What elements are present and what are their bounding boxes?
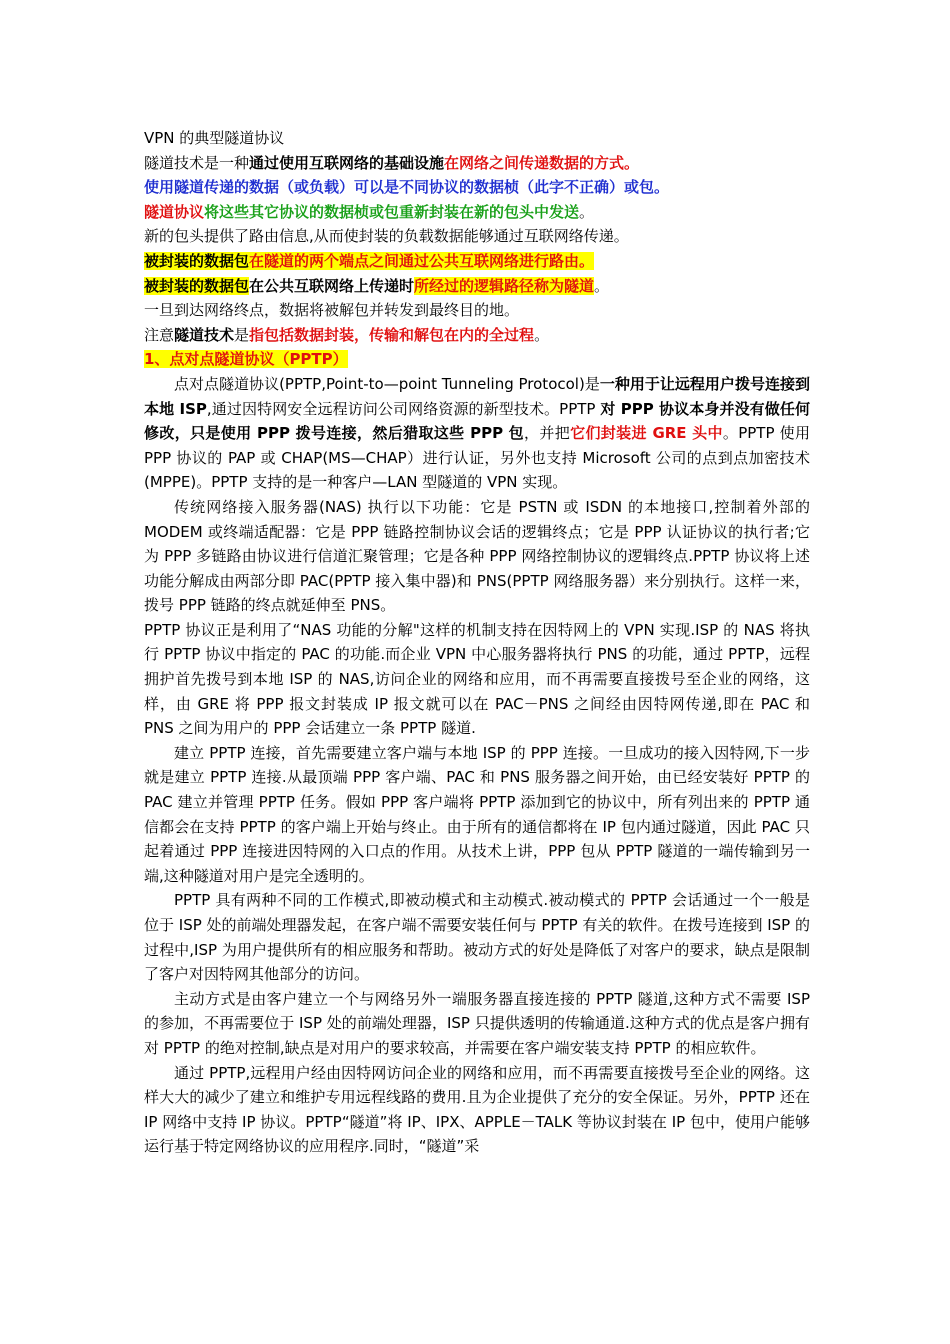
highlighted-segment: 被封装的数据包 <box>144 251 250 270</box>
paragraph-nas-decomposition: PPTP 协议正是利用了“NAS 功能的分解"这样的机制支持在因特网上的 VPN 实现.ISP 的 NAS 将执行 PPTP 协议中指定的 PAC 的功能.而企业 VPN 中心服务器将执行 PNS 的功能，通过 PPTP，远程拥护首先拨号到本地 ISP 的 NAS,访问企业的网络和应用，而不再需要直接拨号至企业的网络，这样，由 GRE 将 PPP 报文封装成 IP 报文就可以在 PAC－PNS 之间经由因特网传递,即在 PAC 和 PNS 之间为用户的 PPP 会话建立一条 PPTP 隧道. <box>144 620 810 738</box>
text-segment: 点对点隧道协议(PPTP,Point-to—point Tunneling Protocol)是 <box>174 374 600 393</box>
document-page <box>144 126 810 1159</box>
text-segment: 隧道技术是一种 <box>144 153 250 172</box>
highlighted-segment: 被封装的数据包 <box>144 276 250 295</box>
highlighted-segment-red: 所经过的逻辑路径称为隧道 <box>414 276 595 295</box>
text-segment: ，并把 <box>524 424 571 443</box>
text-segment: 注意 <box>144 325 175 344</box>
text-segment: 。 <box>594 276 610 295</box>
text-segment-bold: 在公共互联网络上传递时 <box>249 276 415 295</box>
intro-line-1 <box>144 151 810 176</box>
text-segment-bold: 隧道技术 <box>174 325 235 344</box>
section-heading-text: 1、点对点隧道协议（PPTP） <box>144 350 348 369</box>
text-segment: ,通过因特网安全远程访问公司网络资源的新型技术。PPTP <box>206 399 601 418</box>
paragraph-work-modes: PPTP 具有两种不同的工作模式,即被动模式和主动模式.被动模式的 PPTP 会话通过一个一般是位于 ISP 处的前端处理器发起，在客户端不需要安装任何与 PPTP 有关的软件。在拨号连接到 ISP 的过程中,ISP 为用户提供所有的相应服务和帮助。被动方式的好处是降低了对客户的要求，缺点是限制了客户对因特网其他部分的访问。 <box>144 891 810 984</box>
intro-line-5 <box>144 249 810 274</box>
intro-line-6 <box>144 274 810 299</box>
text-segment-green: 将这些其它协议的数据桢或包重新封装在新的包头中发送 <box>204 202 580 221</box>
text-segment-red: 指包括数据封装，传输和解包在内的全过程 <box>249 325 535 344</box>
text-segment: 是 <box>234 325 250 344</box>
intro-line-3 <box>144 200 810 225</box>
intro-line-7: 一旦到达网络终点，数据将被解包并转发到最终目的地。 <box>144 301 520 320</box>
text-segment-bold: 通过使用互联网络的基础设施 <box>249 153 445 172</box>
text-segment-bold: 一种用于让远程用户拨号连接到本地 ISP <box>144 374 810 418</box>
text-segment: 。PPTP 使用 PPP 协议的 PAP 或 CHAP(MS—CHAP）进行认证，另外也支持 Microsoft 公司的点到点加密技术(MPPE)。PPTP 支持的是一种客户—LAN 型隧道的 VPN 实现。 <box>144 424 810 492</box>
paragraph-nas-functions: 传统网络接入服务器(NAS) 执行以下功能：它是 PSTN 或 ISDN 的本地接口,控制着外部的 MODEM 或终端适配器：它是 PPP 链路控制协议会话的逻辑终点；它是 PPP 认证协议的执行者;它为 PPP 多链路由协议进行信道汇聚管理；它是各种 PPP 网络控制协议的逻辑终点.PPTP 协议将上述功能分解成由两部分即 PAC(PPTP 接入集中器)和 PNS(PPTP 网络服务器）来分别执行。这样一来，拨号 PPP 链路的终点就延伸至 PNS。 <box>144 497 810 615</box>
intro-line-2: 使用隧道传递的数据（或负载）可以是不同协议的数据桢（此字不正确）或包。 <box>144 178 670 197</box>
intro-line-8 <box>144 323 810 348</box>
paragraph-active-mode: 主动方式是由客户建立一个与网络另外一端服务器直接连接的 PPTP 隧道,这种方式不需要 ISP 的参加，不再需要位于 ISP 处的前端处理器，ISP 只提供透明的传输通道.这种方式的优点是客户拥有对 PPTP 的绝对控制,缺点是对用户的要求较高，并需要在客户端安装支持 PPTP 的相应软件。 <box>144 989 810 1057</box>
text-segment: 。 <box>534 325 550 344</box>
section-heading <box>144 347 810 372</box>
paragraph-pptp-connection: 建立 PPTP 连接，首先需要建立客户端与本地 ISP 的 PPP 连接。一旦成功的接入因特网,下一步就是建立 PPTP 连接.从最顶端 PPP 客户端、PAC 和 PNS 服务器之间开始，由已经安装好 PPTP 的 PAC 建立并管理 PPTP 任务。假如 PPP 客户端将 PPTP 添加到它的协议中，所有列出来的 PPTP 通信都会在支持 PPTP 的客户端上开始与终止。由于所有的通信都将在 IP 包内通过隧道，因此 PAC 只起着通过 PPP 连接进因特网的入口点的作用。从技术上讲，PPP 包从 PPTP 隧道的一端传输到另一端,这种隧道对用户是完全透明的。 <box>144 743 810 885</box>
intro-line-4: 新的包头提供了路由信息,从而使封装的负载数据能够通过互联网络传递。 <box>144 227 629 246</box>
paragraph-pptp-intro <box>144 372 810 495</box>
highlighted-segment-red: 在隧道的两个端点之间通过公共互联网络进行路由。 <box>249 251 595 270</box>
text-segment-bold: 对 PPP 协议本身并没有做任何修改，只是使用 PPP 拨号连接，然后猎取这些 PPP 包 <box>144 399 810 443</box>
text-segment: 。 <box>579 202 595 221</box>
document-title: VPN 的典型隧道协议 <box>144 129 285 147</box>
text-segment-red: 隧道协议 <box>144 202 205 221</box>
paragraph-pptp-benefits: 通过 PPTP,远程用户经由因特网访问企业的网络和应用，而不再需要直接拨号至企业的网络。这样大大的减少了建立和维护专用远程线路的费用.且为企业提供了充分的安全保证。另外，PPTP 还在 IP 网络中支持 IP 协议。PPTP“隧道”将 IP、IPX、APPLE－TALK 等协议封装在 IP 包中，使用户能够运行基于特定网络协议的应用程序.同时，“隧道”采 <box>144 1063 810 1156</box>
text-segment-red: 它们封装进 GRE 头中 <box>570 424 723 443</box>
text-segment-red: 在网络之间传递数据的方式。 <box>444 153 640 172</box>
